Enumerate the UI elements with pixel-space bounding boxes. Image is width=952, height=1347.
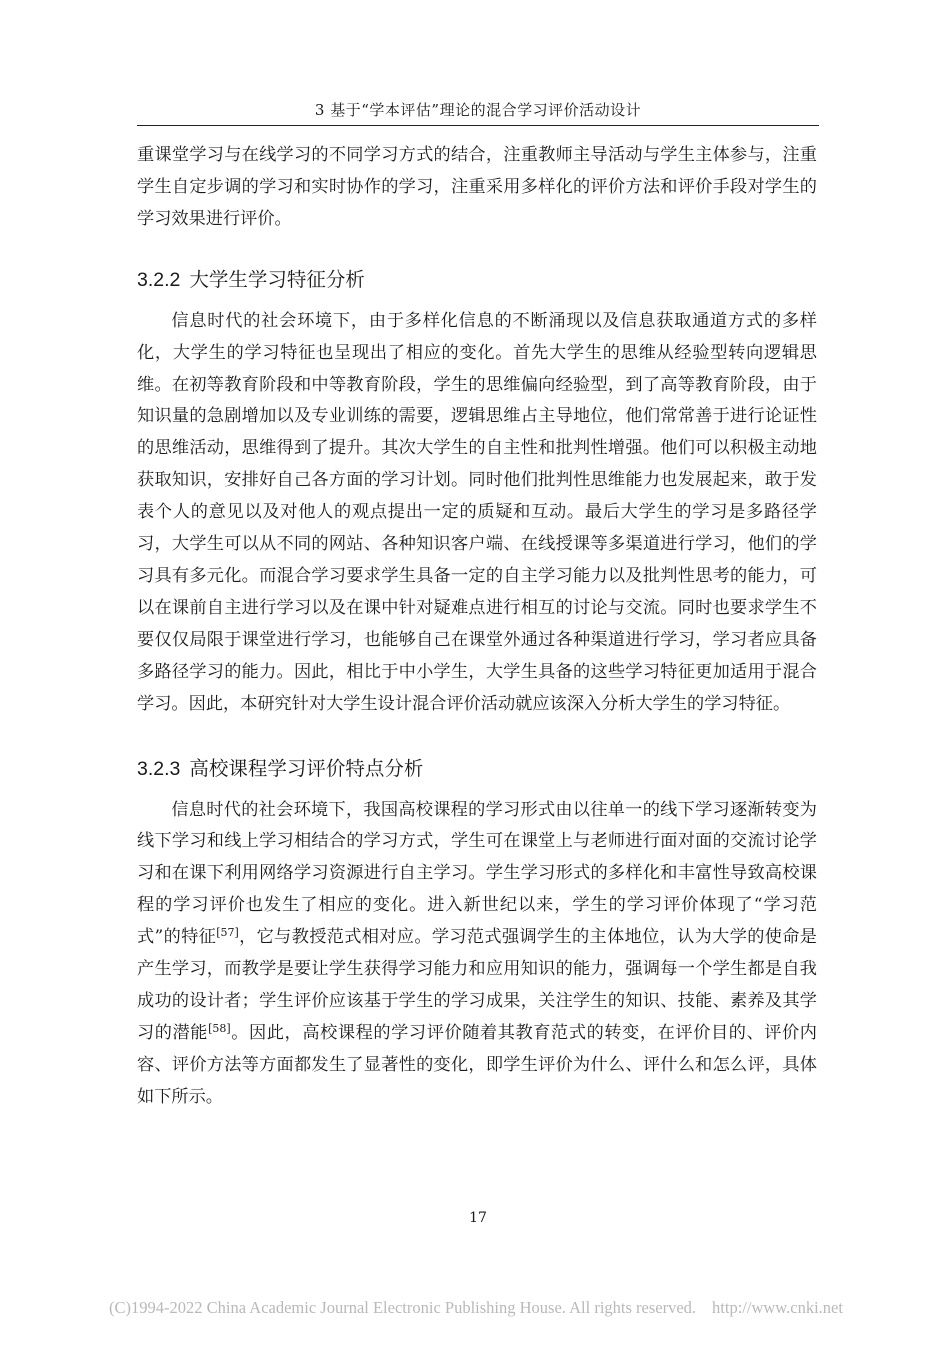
- paragraph-text: ，它与教授范式相对应。学习范式强调学生的主体地位，认为大学的使命是产生学习，而教学是要让学生获得学习能力和应用知识的能力，强调每一个学生都是自我成功的设计者；学生评价应该基于学生的学习成果，关注学生的知识、技能、素养及其学习的潜能: [137, 927, 817, 1043]
- page-body: [137, 140, 817, 1114]
- header-rule: [137, 125, 819, 126]
- paragraph-text: 。因此，高校课程的学习评价随着其教育范式的转变，在评价目的、评价内容、评价方法等方面都发生了显著性的变化，即学生评价为什么、评什么和怎么评，具体如下所示。: [137, 1022, 817, 1107]
- intro-paragraph: 重课堂学习与在线学习的不同学习方式的结合，注重教师主导活动与学生主体参与，注重学生自定步调的学习和实时协作的学习，注重采用多样化的评价方法和评价手段对学生的学习效果进行评价。: [137, 145, 817, 229]
- cnki-url[interactable]: http://www.cnki.net: [712, 1298, 843, 1317]
- running-header: 3 基于“学本评估”理论的混合学习评价活动设计: [314, 101, 642, 119]
- copyright-text: (C)1994-2022 China Academic Journal Electronic Publishing House. All rights reserved.: [109, 1298, 697, 1317]
- section-heading-3-2-3: [137, 755, 817, 783]
- section-heading-3-2-2: [137, 266, 817, 294]
- paragraph-text: 信息时代的社会环境下，我国高校课程的学习形式由以往单一的线下学习逐渐转变为线下学习和线上学习相结合的学习方式，学生可在课堂上与老师进行面对面的交流讨论学习和在课下利用网络学习资源进行自主学习。学生学习形式的多样化和丰富性导致高校课程的学习评价也发生了相应的变化。进入新世纪以来，学生的学习评价体现了“学习范式”的特征: [137, 799, 817, 948]
- section-number: 3.2.2: [137, 268, 181, 291]
- page-number: 17: [469, 1210, 487, 1226]
- section-title: 大学生学习特征分析: [189, 267, 365, 291]
- section-title: 高校课程学习评价特点分析: [189, 756, 424, 780]
- section-3-2-2-paragraph: 信息时代的社会环境下，由于多样化信息的不断涌现以及信息获取通道方式的多样化，大学生的学习特征也呈现出了相应的变化。首先大学生的思维从经验型转向逻辑思维。在初等教育阶段和中等教育阶段，学生的思维偏向经验型，到了高等教育阶段，由于知识量的急剧增加以及专业训练的需要，逻辑思维占主导地位，他们常常善于进行论证性的思维活动，思维得到了提升。其次大学生的自主性和批判性增强。他们可以积极主动地获取知识，安排好自己各方面的学习计划。同时他们批判性思维能力也发展起来，敢于发表个人的意见以及对他人的观点提出一定的质疑和互动。最后大学生的学习是多路径学习，大学生可以从不同的网站、各种知识客户端、在线授课等多渠道进行学习，他们的学习具有多元化。而混合学习要求学生具备一定的自主学习能力以及批判性思考的能力，可以在课前自主进行学习以及在课中针对疑难点进行相互的讨论与交流。同时也要求学生不要仅仅局限于课堂进行学习，也能够自己在课堂外通过各种渠道进行学习，学习者应具备多路径学习的能力。因此，相比于中小学生，大学生具备的这些学习特征更加适用于混合学习。因此，本研究针对大学生设计混合评价活动就应该深入分析大学生的学习特征。: [137, 310, 817, 714]
- citation-58[interactable]: [58]: [208, 1021, 231, 1035]
- section-number: 3.2.3: [137, 757, 181, 780]
- copyright-footer: [0, 1298, 952, 1318]
- section-3-2-3-paragraph: [137, 795, 817, 1114]
- citation-57[interactable]: [57]: [216, 926, 239, 940]
